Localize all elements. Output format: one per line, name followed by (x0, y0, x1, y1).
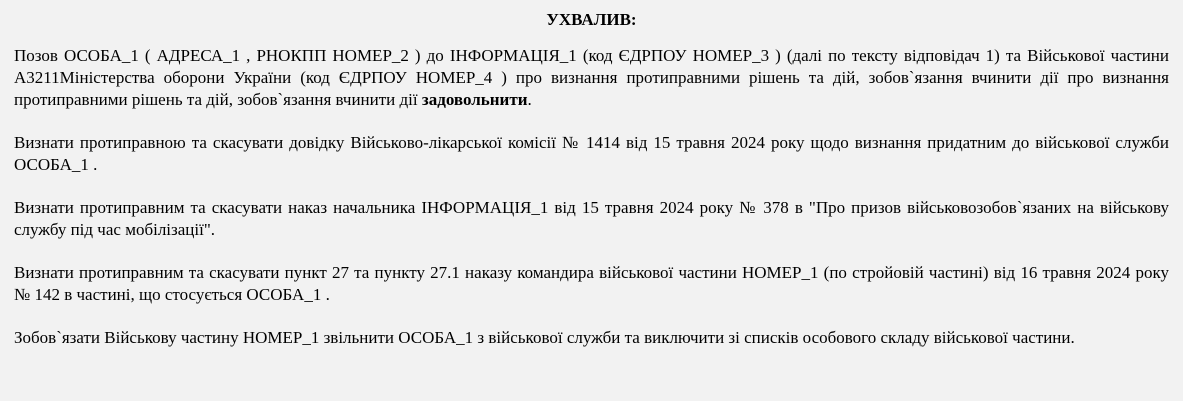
paragraph-claim (14, 45, 1169, 111)
paragraph-medical-certificate: Визнати протиправною та скасувати довідку Військово-лікарської комісії № 1414 від 15 травня 2024 року щодо визнання придатним до військової служби ОСОБА_1 . (14, 133, 1169, 174)
paragraph-discharge-obligation: Зобов`язати Військову частину НОМЕР_1 звільнити ОСОБА_1 з військової служби та виключити зі списків особового складу військової частини. (14, 328, 1075, 347)
paragraph-commander-order: Визнати протиправним та скасувати пункт 27 та пункту 27.1 наказу командира військової частини НОМЕР_1 (по стройовій частині) від 16 травня 2024 року № 142 в частині, що стосується ОСОБА_1 . (14, 263, 1169, 304)
paragraph-claim-verdict: задовольнити (421, 90, 528, 109)
decision-heading: УХВАЛИВ: (546, 10, 637, 29)
paragraph-claim-tail: . (527, 90, 532, 109)
paragraph-conscription-order: Визнати протиправним та скасувати наказ начальника ІНФОРМАЦІЯ_1 від 15 травня 2024 року № 378 в "Про призов військовозобов`язаних на військову службу під час мобілізації". (14, 198, 1169, 239)
paragraph-claim-text: Позов ОСОБА_1 ( АДРЕСА_1 , РНОКПП НОМЕР_2 ) до ІНФОРМАЦІЯ_1 (код ЄДРПОУ НОМЕР_3 ) (далі по тексту відповідач 1) та Військової частини А3211Міністерства оборони України (код ЄДРПОУ НОМЕР_4 ) про визнання протиправними рішень та дій, зобов`язання вчинити дії про визнання протиправними рішень та дій, зобов`язання вчинити дії (14, 46, 1169, 109)
